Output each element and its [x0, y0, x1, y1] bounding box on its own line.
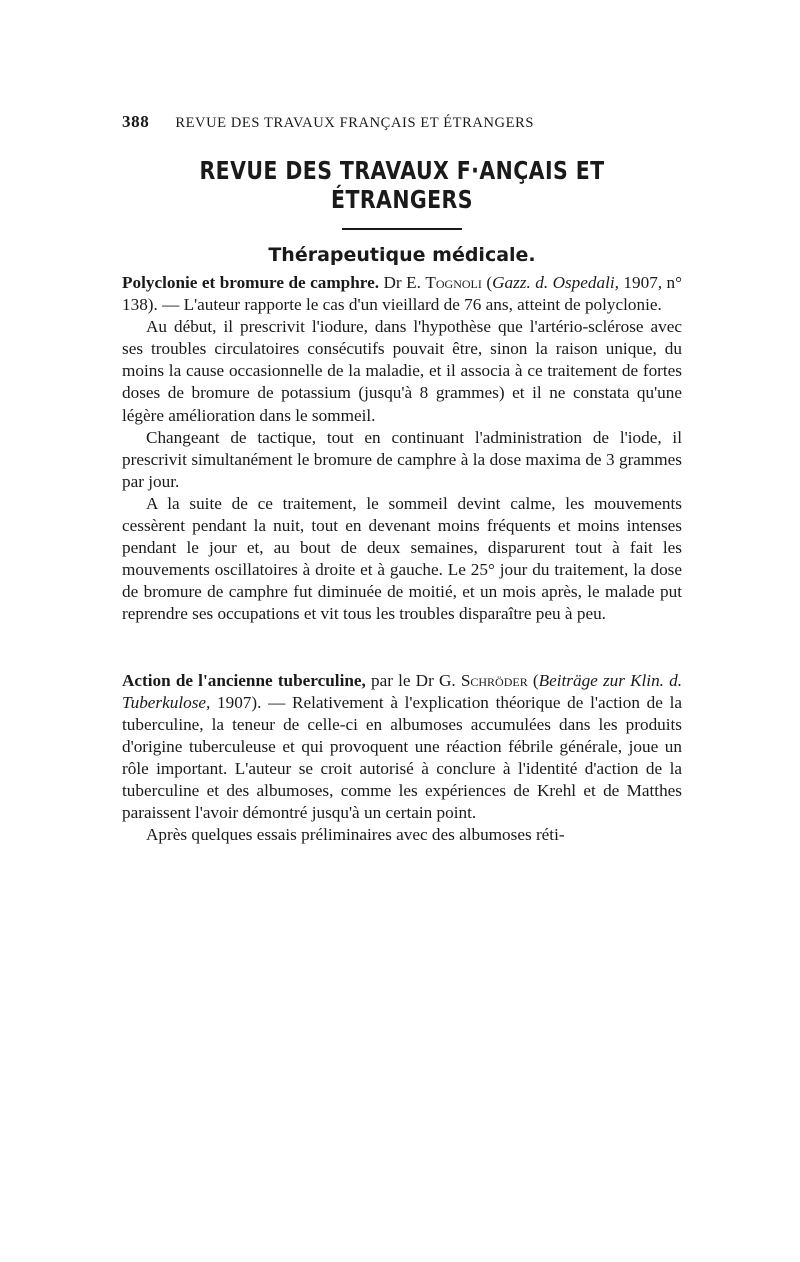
article-lead: [122, 272, 682, 316]
title-rule: [342, 228, 462, 230]
lead-text: 1907, n° 138). — L'auteur rapporte le cas d'un vieillard de 76 ans, atteint de polyclonie.: [122, 273, 683, 315]
author-prefix: par le Dr G.: [365, 670, 456, 690]
citation-journal: Beiträge zur Klin. d. Tuberkulose,: [122, 670, 683, 712]
page-number: 388: [122, 112, 150, 131]
citation-journal: Gazz. d. Ospedali,: [492, 273, 619, 292]
citation-open: (: [527, 670, 539, 690]
section-title: REVUE DES TRAVAUX F·ANÇAIS ET ÉTRANGERS: [199, 156, 605, 214]
lead-text: 1907). — Relativement à l'explication théorique de l'action de la tuberculine, la teneur de celle-ci en albumoses accumulées dans les produits d'origine tuberculeuse et qui provoquent une réaction fébrile générale, joue un rôle important. L'auteur se croit autorisé à conclure à l'identité d'action de la tuberculine et des albumoses, comme les expériences de Krehl et de Matthes paraissent l'avoir démontré jusqu'à un certain point.: [122, 692, 682, 823]
running-head: [122, 112, 682, 142]
article-polyclonie: [122, 272, 682, 626]
citation-open: (: [486, 273, 493, 292]
running-title: REVUE DES TRAVAUX FRANÇAIS ET ÉTRANGERS: [175, 115, 535, 131]
paragraph: Après quelques essais préliminaires avec des albumoses réti-: [146, 825, 565, 845]
paragraph: Changeant de tactique, tout en continuant l'administration de l'iode, il prescrivit simultanément le bromure de camphre à la dose maxima de 3 grammes par jour.: [122, 427, 682, 491]
journal-page: [122, 112, 682, 846]
author-name: Tognoli: [425, 273, 482, 292]
article-lead: [122, 670, 682, 825]
subsection-title: Thérapeutique médicale.: [268, 244, 536, 266]
author-prefix: Dr E.: [383, 273, 421, 292]
author-name: Schröder: [460, 670, 528, 690]
article-tuberculine: [122, 670, 682, 847]
paragraph: A la suite de ce traitement, le sommeil devint calme, les mouvements cessèrent pendant la nuit, tout en devenant moins fréquents et moins intenses pendant le jour et, au bout de deux semaines, disparurent tout à fait les mouvements oscillatoires à droite et à gauche. Le 25° jour du traitement, la dose de bromure de camphre fut diminuée de moitié, et un mois après, le malade put reprendre ses occupations et vit tous les troubles disparaître peu à peu.: [122, 493, 682, 624]
article-title: Action de l'ancienne tuberculine,: [122, 670, 366, 690]
paragraph: Au début, il prescrivit l'iodure, dans l'hypothèse que l'artério-sclérose avec ses troubles circulatoires consécutifs pouvait être, sinon la raison unique, du moins la cause occasionnelle de la maladie, et il associa à ce traitement de fortes doses de bromure de potassium (jusqu'à 8 grammes) et il ne constata qu'une légère amélioration dans le sommeil.: [122, 317, 682, 425]
article-title: Polyclonie et bromure de camphre.: [122, 273, 380, 292]
